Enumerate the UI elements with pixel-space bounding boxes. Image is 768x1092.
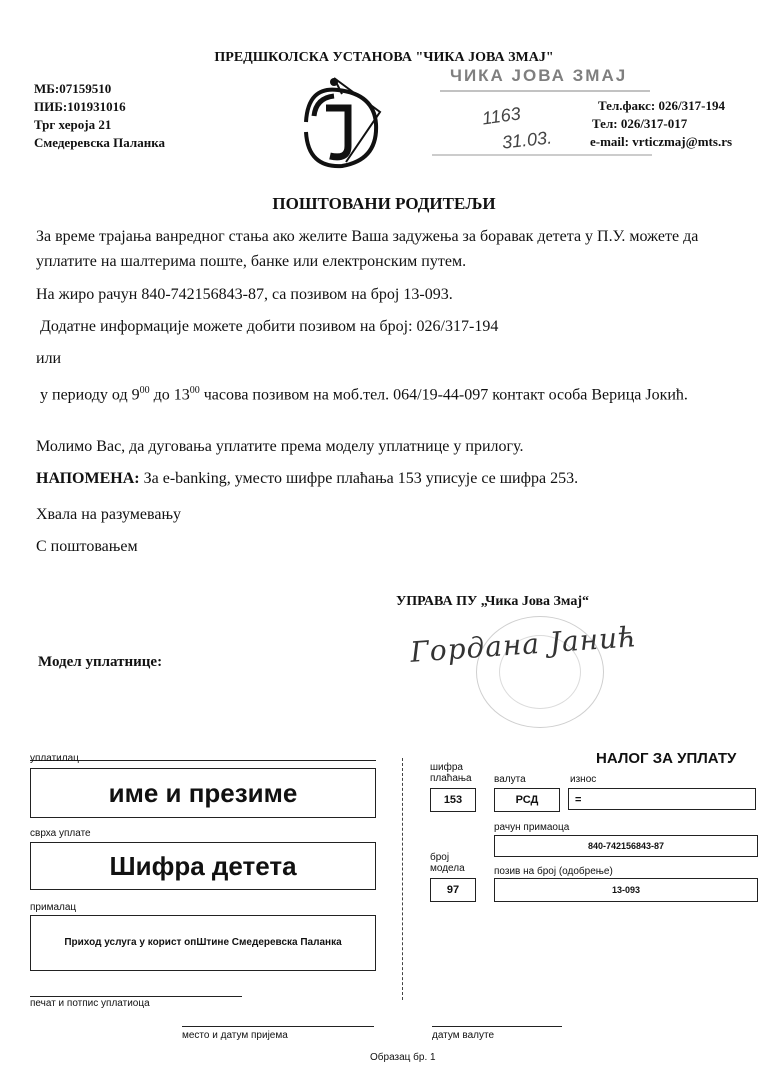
letter-title: ПОШТОВАНИ РОДИТЕЉИ: [272, 194, 496, 213]
paragraph-account: На жиро рачун 840-742156843-87, са позивом на број 13-093.: [36, 286, 453, 303]
mb-number: МБ:07159510: [34, 81, 112, 96]
form-number: Образац бр. 1: [370, 1052, 436, 1063]
reference-field[interactable]: 13-093: [494, 878, 758, 902]
model-number-label: [430, 852, 465, 874]
purpose-label: сврха уплате: [30, 828, 91, 839]
chika-jova-zmaj-logo-icon: [286, 72, 390, 176]
reference-label: позив на број (одобрење): [494, 866, 613, 877]
place-label: место и датум пријема: [182, 1030, 288, 1041]
paragraph-request: Молимо Вас, да дуговања уплатите према моделу уплатнице у прилогу.: [36, 438, 524, 455]
payment-code-label-2: плаћања: [430, 773, 472, 784]
model-label: Модел уплатнице:: [38, 654, 163, 670]
payment-code-field[interactable]: 153: [430, 788, 476, 812]
model-number-label-2: модела: [430, 863, 465, 874]
sign-label: печат и потпис уплатиоца: [30, 998, 150, 1009]
hours-text-a: у периоду од 9: [40, 386, 140, 404]
signature: Гордана Јанић: [409, 620, 639, 669]
stamp-text: ЧИКА ЈОВА ЗМАЈ: [450, 66, 628, 85]
value-date-line: [432, 1026, 562, 1027]
paragraph-payment-info: За време трајања ванредног стања ако желите Ваша задужења за боравак детета у П.У. можете да уплатите на шалтерима поште, банке или електронским путем.: [36, 228, 699, 270]
recipient-label: прималац: [30, 902, 77, 913]
address: Трг хероја 21: [34, 117, 112, 132]
stamp-date: 31.03.: [501, 127, 553, 153]
city: Смедеревска Паланка: [34, 135, 165, 150]
payer-label: уплатилац: [30, 753, 79, 764]
value-date-label: датум валуте: [432, 1030, 495, 1041]
recipient-field[interactable]: Приход услуга у корист опШтине Смедеревска Паланка: [30, 915, 376, 971]
paragraph-or: или: [36, 350, 62, 367]
management-label: УПРАВА ПУ „Чика Јова Змај“: [396, 594, 590, 609]
slip-title: НАЛОГ ЗА УПЛАТУ: [596, 750, 737, 767]
tel: Тел: 026/317-017: [592, 116, 688, 131]
stamp-line: [440, 90, 650, 92]
hours-text-b: до 13: [149, 386, 190, 404]
account-label: рачун примаоца: [494, 822, 570, 833]
email: e-mail: vrticzmaj@mts.rs: [590, 134, 733, 149]
organization-name: ПРЕДШКОЛСКА УСТАНОВА "ЧИКА ЈОВА ЗМАЈ": [214, 50, 554, 65]
note-text: За e-banking, уместо шифре плаћања 153 уписује се шифра 253.: [139, 470, 579, 487]
model-number-label-1: број: [430, 852, 450, 863]
hours-sup-1: 00: [139, 385, 150, 396]
tel-fax: Тел.факс: 026/317-194: [598, 98, 725, 113]
account-field[interactable]: 840-742156843-87: [494, 835, 758, 857]
hours-sup-2: 00: [189, 385, 200, 396]
sign-line: [30, 996, 242, 997]
amount-field[interactable]: =: [568, 788, 756, 810]
currency-field[interactable]: РСД: [494, 788, 560, 812]
stamp-number: 1163: [480, 103, 522, 129]
stamp-line-bottom: [432, 154, 652, 156]
amount-label: износ: [570, 774, 597, 785]
note-label: НАПОМЕНА:: [36, 470, 140, 487]
payment-code-label-1: шифра: [430, 762, 463, 773]
model-number-field[interactable]: 97: [430, 878, 476, 902]
slip-divider: [402, 758, 403, 1000]
thanks-text: Хвала на разумевању: [36, 506, 182, 523]
place-line: [182, 1026, 374, 1027]
currency-label: валута: [494, 774, 526, 785]
regards-text: С поштовањем: [36, 538, 138, 555]
paragraph-phone: Додатне информације можете добити позивом на број: 026/317-194: [40, 318, 499, 335]
pib-number: ПИБ:101931016: [34, 99, 126, 114]
payer-field[interactable]: име и презиме: [30, 768, 376, 818]
payer-top-line: [30, 760, 376, 761]
paragraph-hours: [40, 378, 740, 407]
hours-text-c: часова позивом на моб.тел. 064/19-44-097 контакт особа Верица Јокић.: [199, 386, 688, 404]
paragraph-note: [36, 466, 736, 491]
payment-code-label: [430, 762, 472, 784]
purpose-field[interactable]: Шифра детета: [30, 842, 376, 890]
